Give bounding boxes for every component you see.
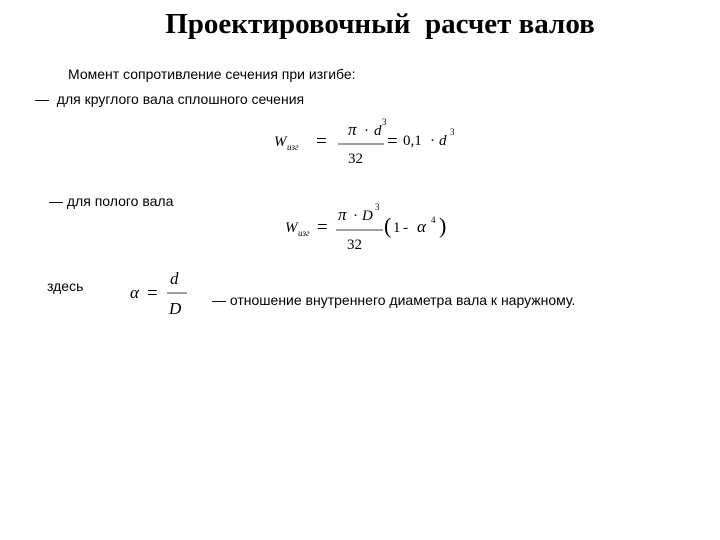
solid-shaft-label: — для круглого вала сплошного сечения bbox=[35, 91, 305, 107]
dot-operator: · bbox=[353, 208, 358, 224]
alpha-symbol: α bbox=[417, 217, 426, 236]
equals-sign: = bbox=[147, 283, 158, 304]
alpha-description: — отношение внутреннего диаметра вала к наружному. bbox=[212, 292, 576, 308]
hollow-shaft-label: — для полого вала bbox=[49, 193, 174, 209]
equals-sign-2: = bbox=[387, 131, 398, 152]
alpha-symbol: α bbox=[130, 283, 139, 302]
intro-text: Момент сопротивление сечения при изгибе: bbox=[68, 66, 356, 82]
formula-solid-shaft bbox=[272, 115, 472, 175]
exponent-2: 3 bbox=[450, 127, 455, 137]
equals-sign: = bbox=[316, 131, 327, 152]
w-symbol: W bbox=[274, 134, 287, 150]
formula-alpha-definition bbox=[128, 264, 208, 324]
dot-operator: · bbox=[364, 123, 369, 139]
coefficient: 0,1 bbox=[403, 133, 422, 149]
numerator-d: d bbox=[170, 269, 179, 288]
minus-sign: - bbox=[403, 220, 408, 236]
d-symbol: d bbox=[374, 123, 382, 139]
D-symbol: D bbox=[362, 208, 373, 224]
w-subscript: изг bbox=[287, 142, 299, 152]
right-paren: ) bbox=[439, 213, 447, 238]
here-label: здесь bbox=[47, 278, 84, 294]
exponent: 3 bbox=[382, 117, 387, 127]
pi-symbol: π bbox=[338, 205, 347, 224]
left-paren: ( bbox=[384, 213, 392, 238]
w-subscript: изг bbox=[298, 228, 310, 238]
exponent: 3 bbox=[375, 202, 380, 212]
one: 1 bbox=[393, 220, 401, 236]
formula-hollow-shaft bbox=[283, 200, 483, 260]
dot-operator-2: · bbox=[430, 133, 435, 149]
denominator: 32 bbox=[348, 151, 363, 167]
w-symbol: W bbox=[285, 220, 298, 236]
denominator-D: D bbox=[169, 299, 182, 318]
pi-symbol: π bbox=[348, 120, 357, 139]
d-symbol-2: d bbox=[439, 133, 447, 149]
denominator: 32 bbox=[347, 237, 362, 253]
slide-title: Проектировочный расчет валов bbox=[165, 8, 595, 40]
equals-sign: = bbox=[317, 217, 328, 238]
exponent-4: 4 bbox=[431, 215, 436, 225]
